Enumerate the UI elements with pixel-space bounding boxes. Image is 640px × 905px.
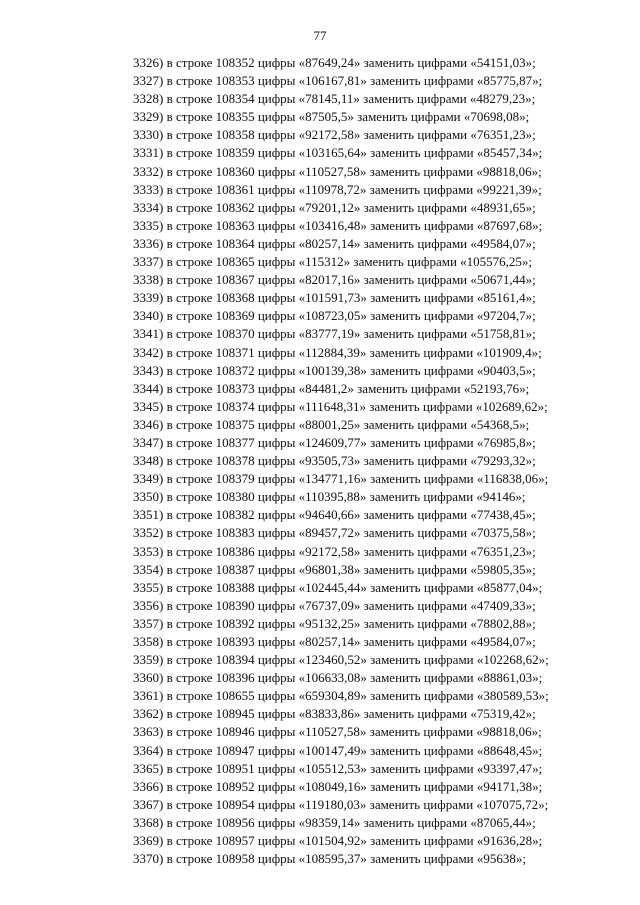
amendment-line: 3360) в строке 108396 цифры «106633,08» заменить цифрами «88861,03»;: [133, 670, 543, 686]
amendment-line: 3355) в строке 108388 цифры «102445,44» заменить цифрами «85877,04»;: [133, 579, 543, 595]
amendment-line: 3345) в строке 108374 цифры «111648,31» заменить цифрами «102689,62»;: [133, 398, 548, 414]
amendment-line: 3334) в строке 108362 цифры «79201,12» заменить цифрами «48931,65»;: [133, 199, 536, 215]
amendment-line: 3354) в строке 108387 цифры «96801,38» заменить цифрами «59805,35»;: [133, 561, 536, 577]
amendment-line: 3350) в строке 108380 цифры «110395,88» заменить цифрами «94146»;: [133, 489, 526, 505]
amendment-line: 3364) в строке 108947 цифры «100147,49» заменить цифрами «88648,45»;: [133, 742, 543, 758]
amendment-line: 3340) в строке 108369 цифры «108723,05» заменить цифрами «97204,7»;: [133, 308, 536, 324]
page-number: 77: [313, 28, 327, 43]
amendment-line: 3337) в строке 108365 цифры «115312» заменить цифрами «105576,25»;: [133, 254, 533, 270]
amendment-line: 3328) в строке 108354 цифры «78145,11» заменить цифрами «48279,23»;: [133, 91, 536, 107]
amendment-line: 3331) в строке 108359 цифры «103165,64» заменить цифрами «85457,34»;: [133, 145, 543, 161]
amendment-line: 3359) в строке 108394 цифры «123460,52» заменить цифрами «102268,62»;: [133, 652, 549, 668]
amendment-line: 3338) в строке 108367 цифры «82017,16» заменить цифрами «50671,44»;: [133, 272, 536, 288]
amendment-line: 3336) в строке 108364 цифры «80257,14» заменить цифрами «49584,07»;: [133, 235, 536, 251]
amendment-line: 3353) в строке 108386 цифры «92172,58» заменить цифрами «76351,23»;: [133, 543, 536, 559]
amendment-line: 3357) в строке 108392 цифры «95132,25» заменить цифрами «78802,88»;: [133, 615, 536, 631]
amendment-line: 3356) в строке 108390 цифры «76737,09» заменить цифрами «47409,33»;: [133, 597, 536, 613]
amendment-line: 3351) в строке 108382 цифры «94640,66» заменить цифрами «77438,45»;: [133, 507, 536, 523]
amendment-line: 3342) в строке 108371 цифры «112884,39» заменить цифрами «101909,4»;: [133, 344, 542, 360]
amendment-line: 3326) в строке 108352 цифры «87649,24» заменить цифрами «54151,03»;: [133, 55, 536, 70]
amendment-line: 3358) в строке 108393 цифры «80257,14» заменить цифрами «49584,07»;: [133, 634, 536, 649]
amendment-line: 3362) в строке 108945 цифры «83833,86» заменить цифрами «75319,42»;: [133, 706, 536, 722]
amendment-line: 3368) в строке 108956 цифры «98359,14» заменить цифрами «87065,44»;: [133, 814, 536, 830]
amendment-line: 3332) в строке 108360 цифры «110527,58» заменить цифрами «98818,06»;: [133, 163, 542, 179]
amendment-line: 3330) в строке 108358 цифры «92172,58» заменить цифрами «76351,23»;: [133, 127, 536, 143]
amendment-line: 3343) в строке 108372 цифры «100139,38» заменить цифрами «90403,5»;: [133, 362, 536, 378]
amendment-line: 3365) в строке 108951 цифры «105512,53» заменить цифрами «93397,47»;: [133, 760, 543, 776]
amendment-line: 3344) в строке 108373 цифры «84481,2» заменить цифрами «52193,76»;: [133, 380, 530, 396]
amendment-line: 3348) в строке 108378 цифры «93505,73» заменить цифрами «79293,32»;: [133, 453, 536, 469]
amendment-line: 3347) в строке 108377 цифры «124609,77» заменить цифрами «76985,8»;: [133, 434, 536, 450]
amendment-line: 3333) в строке 108361 цифры «110978,72» заменить цифрами «99221,39»;: [133, 181, 542, 197]
amendment-list: [133, 54, 613, 868]
amendment-line: 3366) в строке 108952 цифры «108049,16» заменить цифрами «94171,38»;: [133, 778, 543, 794]
amendment-line: 3329) в строке 108355 цифры «87505,5» заменить цифрами «70698,08»;: [133, 109, 530, 125]
amendment-line: 3370) в строке 108958 цифры «108595,37» заменить цифрами «95638»;: [133, 851, 526, 867]
amendment-line: 3363) в строке 108946 цифры «110527,58» заменить цифрами «98818,06»;: [133, 724, 542, 740]
amendment-line: 3352) в строке 108383 цифры «89457,72» заменить цифрами «70375,58»;: [133, 525, 536, 541]
amendment-line: 3327) в строке 108353 цифры «106167,81» заменить цифрами «85775,87»;: [133, 73, 543, 89]
amendment-line: 3361) в строке 108655 цифры «659304,89» заменить цифрами «380589,53»;: [133, 688, 549, 704]
amendment-line: 3335) в строке 108363 цифры «103416,48» заменить цифрами «87697,68»;: [133, 217, 543, 233]
amendment-line: 3339) в строке 108368 цифры «101591,73» заменить цифрами «85161,4»;: [133, 290, 536, 306]
amendment-line: 3367) в строке 108954 цифры «119180,03» заменить цифрами «107075,72»;: [133, 796, 549, 812]
amendment-line: 3369) в строке 108957 цифры «101504,92» заменить цифрами «91636,28»;: [133, 833, 543, 849]
amendment-line: 3346) в строке 108375 цифры «88001,25» заменить цифрами «54368,5»;: [133, 416, 530, 432]
amendment-line: 3349) в строке 108379 цифры «134771,16» заменить цифрами «116838,06»;: [133, 471, 549, 487]
amendment-line: 3341) в строке 108370 цифры «83777,19» заменить цифрами «51758,81»;: [133, 326, 536, 342]
